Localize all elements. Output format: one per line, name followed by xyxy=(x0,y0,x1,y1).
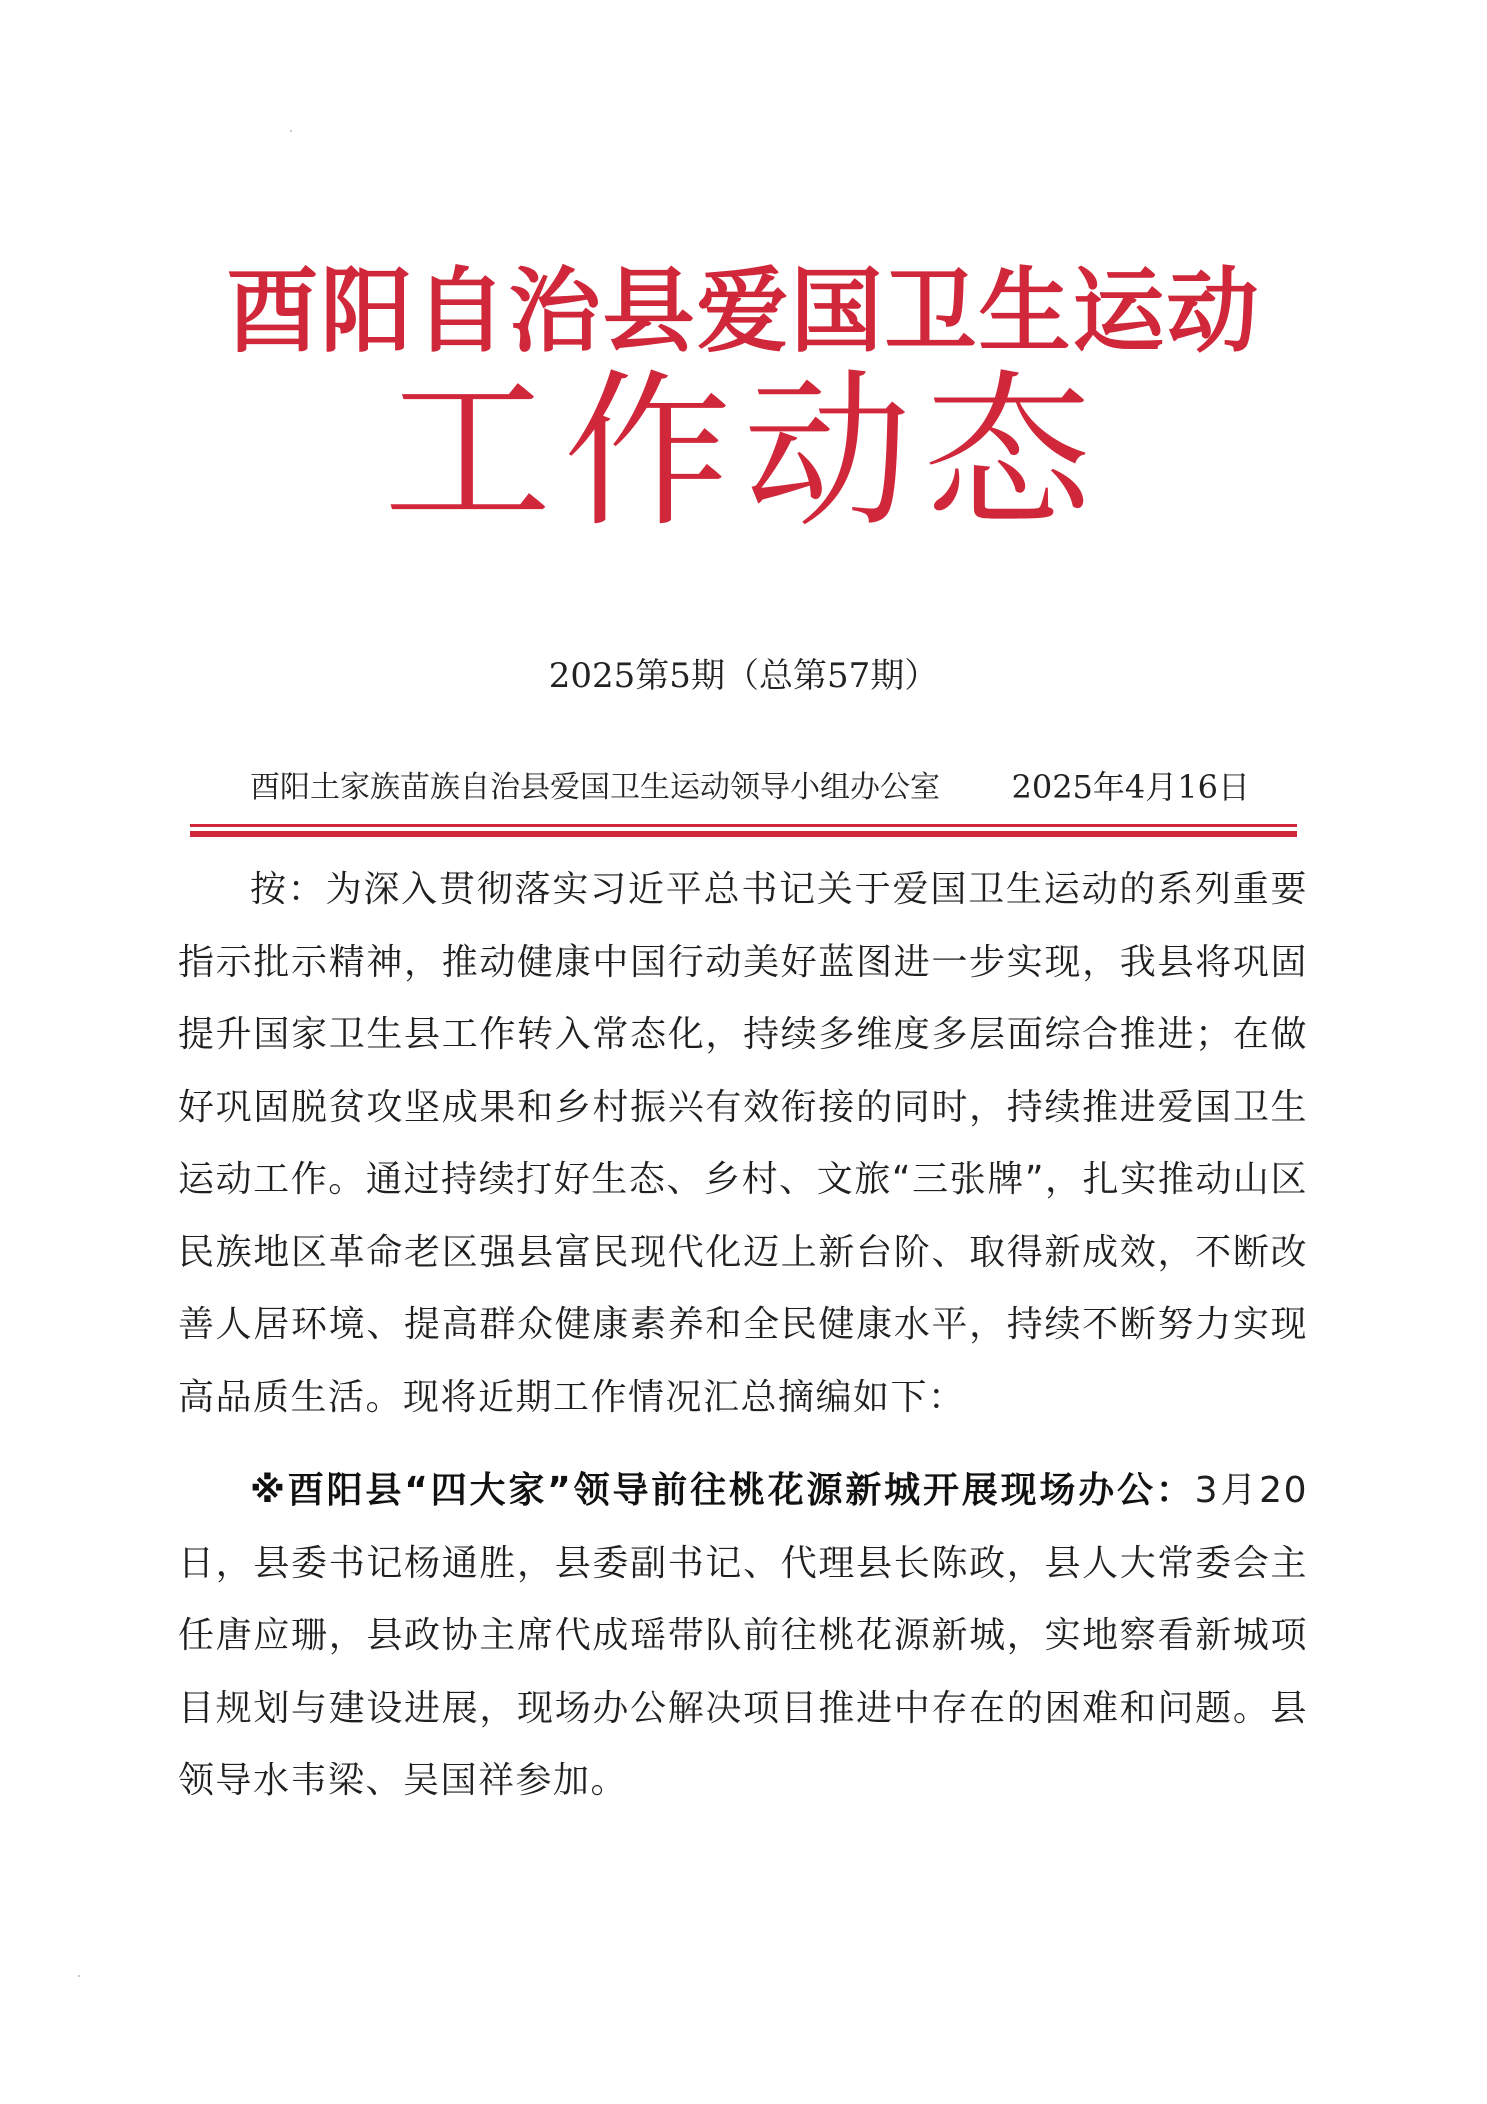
publication-date: 2025年4月16日 xyxy=(1011,768,1250,806)
issue-number: 2025第5期（总第57期） xyxy=(548,656,939,696)
scan-speck xyxy=(290,130,292,132)
intro-paragraph: 按：为深入贯彻落实习近平总书记关于爱国卫生运动的系列重要指示批示精神，推动健康中国行动美好蓝图进一步实现，我县将巩固提升国家卫生县工作转入常态化，持续多维度多层面综合推进；在做好巩固脱贫攻坚成果和乡村振兴有效衔接的同时，持续推进爱国卫生运动工作。通过持续打好生态、乡村、文旅“三张牌”，扎实推动山区民族地区革命老区强县富民现代化迈上新台阶、取得新成效，不断改善人居环境、提高群众健康素养和全民健康水平，持续不断努力实现高品质生活。现将近期工作情况汇总摘编如下： xyxy=(178,869,1308,1418)
masthead-title-line1: 酉阳自治县爱国卫生运动 xyxy=(226,257,1261,365)
news-item xyxy=(178,1455,1308,1818)
news-item-body: 3月20日，县委书记杨通胜，县委副书记、代理县长陈政，县人大常委会主任唐应珊，县政协主席代成瑶带队前往桃花源新城，实地察看新城项目规划与建设进展，现场办公解决项目推进中存在的困难和问题。县领导水韦梁、吴国祥参加。 xyxy=(178,1470,1308,1801)
masthead-title-line2: 工作动态 xyxy=(383,354,1104,550)
publisher-name: 酉阳土家族苗族自治县爱国卫生运动领导小组办公室 xyxy=(250,770,940,805)
scan-speck xyxy=(78,1975,80,1977)
news-item-heading: ※酉阳县“四大家”领导前往桃花源新城开展现场办公： xyxy=(250,1470,1195,1511)
red-divider-thin xyxy=(190,824,1297,827)
red-divider-thick xyxy=(190,831,1297,837)
